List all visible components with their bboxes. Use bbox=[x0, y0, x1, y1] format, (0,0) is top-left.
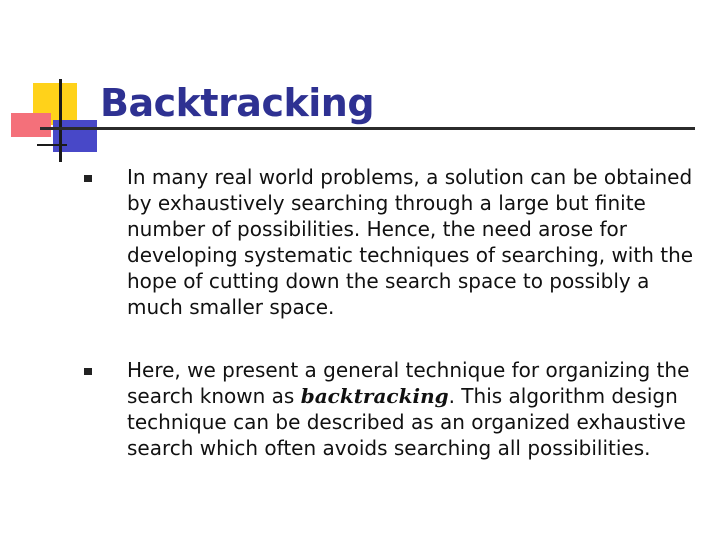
logo-red-square bbox=[11, 113, 51, 137]
slide-title: Backtracking bbox=[100, 81, 375, 125]
square-bullet-icon bbox=[84, 368, 92, 375]
bullet-text: In many real world problems, a solution can be obtained by exhaustively searching through a large but finite number of possibilities. Hence, the need arose for developing systematic techniques of searching, with the hope of cutting down the search space to possibly a much smaller space. bbox=[127, 165, 694, 319]
slide-corner-logo bbox=[0, 0, 110, 170]
square-bullet-icon bbox=[84, 175, 92, 182]
bullet-text-after: . This algorithm design technique can be described as an organized exhaustive search which often avoids searching all possibilities. bbox=[127, 384, 686, 460]
emphasis-term: backtracking bbox=[300, 384, 449, 408]
bullet-text-before: Here, we present a general technique for organizing the search known as bbox=[127, 358, 690, 408]
logo-horizontal-line bbox=[37, 144, 67, 146]
logo-vertical-line bbox=[59, 79, 62, 162]
title-underline bbox=[40, 127, 695, 130]
bullet-text bbox=[127, 357, 702, 461]
